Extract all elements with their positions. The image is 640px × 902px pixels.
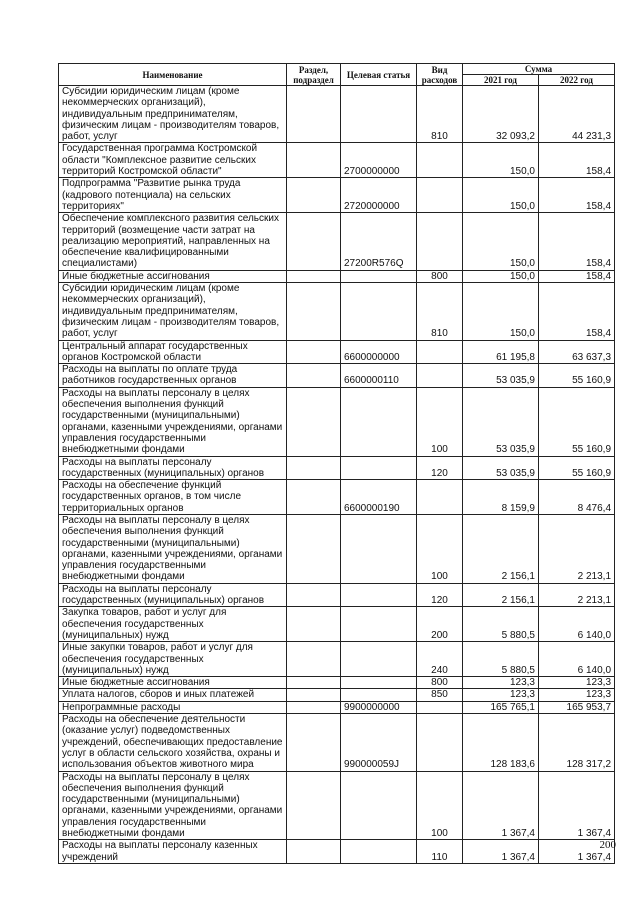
cell-y2022: 2 213,1 xyxy=(539,583,615,607)
budget-table xyxy=(58,63,615,864)
cell-y2021: 1 367,4 xyxy=(463,840,539,864)
cell-target: 27200R576Q xyxy=(341,213,417,270)
cell-type: 240 xyxy=(417,642,463,677)
cell-section xyxy=(287,143,341,178)
cell-target xyxy=(341,607,417,642)
table-row xyxy=(59,714,615,771)
cell-name: Иные бюджетные ассигнования xyxy=(59,270,287,282)
cell-section xyxy=(287,514,341,583)
cell-section xyxy=(287,771,341,840)
table-row xyxy=(59,583,615,607)
cell-target xyxy=(341,270,417,282)
cell-type: 850 xyxy=(417,689,463,701)
header-year-2021: 2021 год xyxy=(463,75,539,86)
cell-y2022: 8 476,4 xyxy=(539,480,615,515)
cell-name: Непрограммные расходы xyxy=(59,701,287,713)
cell-type: 800 xyxy=(417,677,463,689)
cell-y2022: 55 160,9 xyxy=(539,364,615,388)
header-type: Вид расходов xyxy=(417,64,463,86)
cell-y2022: 44 231,3 xyxy=(539,86,615,143)
cell-section xyxy=(287,178,341,213)
cell-target xyxy=(341,583,417,607)
table-row xyxy=(59,480,615,515)
table-row xyxy=(59,689,615,701)
cell-target: 9900000000 xyxy=(341,701,417,713)
cell-section xyxy=(287,677,341,689)
cell-y2022: 158,4 xyxy=(539,283,615,340)
table-row xyxy=(59,771,615,840)
cell-section xyxy=(287,840,341,864)
cell-type: 120 xyxy=(417,583,463,607)
cell-name: Государственная программа Костромской области "Комплексное развитие сельских территорий Костромской области" xyxy=(59,143,287,178)
cell-target: 2720000000 xyxy=(341,178,417,213)
cell-y2021: 150,0 xyxy=(463,178,539,213)
cell-type: 810 xyxy=(417,86,463,143)
cell-y2022: 55 160,9 xyxy=(539,456,615,480)
cell-y2021: 5 880,5 xyxy=(463,607,539,642)
cell-y2022: 63 637,3 xyxy=(539,340,615,364)
cell-section xyxy=(287,340,341,364)
cell-y2022: 123,3 xyxy=(539,689,615,701)
cell-name: Расходы на выплаты по оплате труда работников государственных органов xyxy=(59,364,287,388)
cell-type: 800 xyxy=(417,270,463,282)
cell-name: Расходы на выплаты персоналу в целях обеспечения выполнения функций государственными (муниципальными) органами, казенными учреждениями, органами управления государственными внебюджетными фондами xyxy=(59,387,287,456)
header-name: Наименование xyxy=(59,64,287,86)
cell-y2021: 8 159,9 xyxy=(463,480,539,515)
cell-type: 120 xyxy=(417,456,463,480)
page-number: 200 xyxy=(599,839,616,851)
cell-y2022: 6 140,0 xyxy=(539,607,615,642)
cell-name: Подпрограмма "Развитие рынка труда (кадрового потенциала) на сельских территориях" xyxy=(59,178,287,213)
cell-y2022: 158,4 xyxy=(539,213,615,270)
cell-y2021: 5 880,5 xyxy=(463,642,539,677)
table-body xyxy=(59,86,615,864)
table-row xyxy=(59,283,615,340)
cell-name: Иные закупки товаров, работ и услуг для обеспечения государственных (муниципальных) нужд xyxy=(59,642,287,677)
cell-name: Обеспечение комплексного развития сельских территорий (возмещение части затрат на реализацию мероприятий, направленных на обеспечение квалифицированными специалистами) xyxy=(59,213,287,270)
cell-target: 990000059J xyxy=(341,714,417,771)
cell-y2021: 150,0 xyxy=(463,143,539,178)
table-row xyxy=(59,143,615,178)
cell-section xyxy=(287,642,341,677)
cell-type xyxy=(417,143,463,178)
header-target: Целевая статья xyxy=(341,64,417,86)
cell-target: 6600000000 xyxy=(341,340,417,364)
cell-type: 810 xyxy=(417,283,463,340)
table-row xyxy=(59,607,615,642)
cell-name: Субсидии юридическим лицам (кроме некоммерческих организаций), индивидуальным предпринимателям, физическим лицам - производителям товаров, работ, услуг xyxy=(59,86,287,143)
cell-type: 200 xyxy=(417,607,463,642)
cell-target: 2700000000 xyxy=(341,143,417,178)
cell-target xyxy=(341,677,417,689)
cell-y2021: 2 156,1 xyxy=(463,583,539,607)
cell-y2021: 150,0 xyxy=(463,283,539,340)
cell-section xyxy=(287,480,341,515)
cell-name: Закупка товаров, работ и услуг для обеспечения государственных (муниципальных) нужд xyxy=(59,607,287,642)
cell-target xyxy=(341,642,417,677)
table-row xyxy=(59,642,615,677)
cell-y2021: 61 195,8 xyxy=(463,340,539,364)
cell-type xyxy=(417,213,463,270)
cell-y2021: 150,0 xyxy=(463,213,539,270)
header-section: Раздел, подраздел xyxy=(287,64,341,86)
cell-type xyxy=(417,701,463,713)
cell-type: 110 xyxy=(417,840,463,864)
cell-y2022: 1 367,4 xyxy=(539,840,615,864)
cell-target xyxy=(341,771,417,840)
table-row xyxy=(59,387,615,456)
cell-target: 6600000190 xyxy=(341,480,417,515)
cell-name: Расходы на выплаты персоналу в целях обеспечения выполнения функций государственными (муниципальными) органами, казенными учреждениями, органами управления государственными внебюджетными фондами xyxy=(59,771,287,840)
cell-y2022: 158,4 xyxy=(539,270,615,282)
cell-type xyxy=(417,480,463,515)
cell-name: Центральный аппарат государственных органов Костромской области xyxy=(59,340,287,364)
cell-y2021: 53 035,9 xyxy=(463,456,539,480)
cell-type xyxy=(417,364,463,388)
cell-type xyxy=(417,340,463,364)
cell-section xyxy=(287,456,341,480)
cell-y2022: 165 953,7 xyxy=(539,701,615,713)
table-row xyxy=(59,270,615,282)
cell-section xyxy=(287,213,341,270)
cell-target xyxy=(341,689,417,701)
cell-y2021: 123,3 xyxy=(463,677,539,689)
table-row xyxy=(59,364,615,388)
cell-target xyxy=(341,86,417,143)
cell-target: 6600000110 xyxy=(341,364,417,388)
cell-name: Иные бюджетные ассигнования xyxy=(59,677,287,689)
table-row xyxy=(59,178,615,213)
cell-y2022: 6 140,0 xyxy=(539,642,615,677)
cell-y2022: 2 213,1 xyxy=(539,514,615,583)
cell-target xyxy=(341,840,417,864)
cell-section xyxy=(287,364,341,388)
cell-y2022: 55 160,9 xyxy=(539,387,615,456)
cell-name: Расходы на выплаты персоналу государственных (муниципальных) органов xyxy=(59,583,287,607)
cell-y2021: 32 093,2 xyxy=(463,86,539,143)
cell-y2021: 53 035,9 xyxy=(463,387,539,456)
cell-section xyxy=(287,607,341,642)
cell-name: Расходы на обеспечение функций государственных органов, в том числе территориальных органов xyxy=(59,480,287,515)
table-row xyxy=(59,514,615,583)
table-row xyxy=(59,456,615,480)
cell-y2021: 123,3 xyxy=(463,689,539,701)
table-row xyxy=(59,701,615,713)
cell-section xyxy=(287,86,341,143)
table-row xyxy=(59,840,615,864)
table-row xyxy=(59,677,615,689)
table-row xyxy=(59,86,615,143)
header-year-2022: 2022 год xyxy=(539,75,615,86)
cell-target xyxy=(341,514,417,583)
cell-name: Расходы на обеспечение деятельности (оказание услуг) подведомственных учреждений, обеспечивающих предоставление услуг в области сельского хозяйства, охраны и использования объектов животного мира xyxy=(59,714,287,771)
cell-y2022: 123,3 xyxy=(539,677,615,689)
cell-target xyxy=(341,283,417,340)
cell-y2021: 1 367,4 xyxy=(463,771,539,840)
table-row xyxy=(59,340,615,364)
cell-y2022: 128 317,2 xyxy=(539,714,615,771)
cell-y2021: 53 035,9 xyxy=(463,364,539,388)
cell-y2021: 150,0 xyxy=(463,270,539,282)
cell-y2022: 158,4 xyxy=(539,178,615,213)
cell-type: 100 xyxy=(417,771,463,840)
cell-section xyxy=(287,689,341,701)
cell-name: Расходы на выплаты персоналу казенных учреждений xyxy=(59,840,287,864)
cell-section xyxy=(287,583,341,607)
cell-type: 100 xyxy=(417,387,463,456)
cell-type xyxy=(417,714,463,771)
cell-target xyxy=(341,456,417,480)
cell-type: 100 xyxy=(417,514,463,583)
cell-name: Расходы на выплаты персоналу в целях обеспечения выполнения функций государственными (муниципальными) органами, казенными учреждениями, органами управления государственными внебюджетными фондами xyxy=(59,514,287,583)
table-header xyxy=(59,64,615,86)
cell-type xyxy=(417,178,463,213)
cell-section xyxy=(287,714,341,771)
cell-section xyxy=(287,701,341,713)
cell-y2021: 165 765,1 xyxy=(463,701,539,713)
cell-name: Субсидии юридическим лицам (кроме некоммерческих организаций), индивидуальным предпринимателям, физическим лицам - производителям товаров, работ, услуг xyxy=(59,283,287,340)
cell-target xyxy=(341,387,417,456)
cell-section xyxy=(287,387,341,456)
cell-y2022: 158,4 xyxy=(539,143,615,178)
cell-name: Уплата налогов, сборов и иных платежей xyxy=(59,689,287,701)
cell-name: Расходы на выплаты персоналу государственных (муниципальных) органов xyxy=(59,456,287,480)
cell-y2021: 2 156,1 xyxy=(463,514,539,583)
header-sum: Сумма xyxy=(463,64,615,75)
table-row xyxy=(59,213,615,270)
cell-y2022: 1 367,4 xyxy=(539,771,615,840)
cell-y2021: 128 183,6 xyxy=(463,714,539,771)
cell-section xyxy=(287,283,341,340)
cell-section xyxy=(287,270,341,282)
